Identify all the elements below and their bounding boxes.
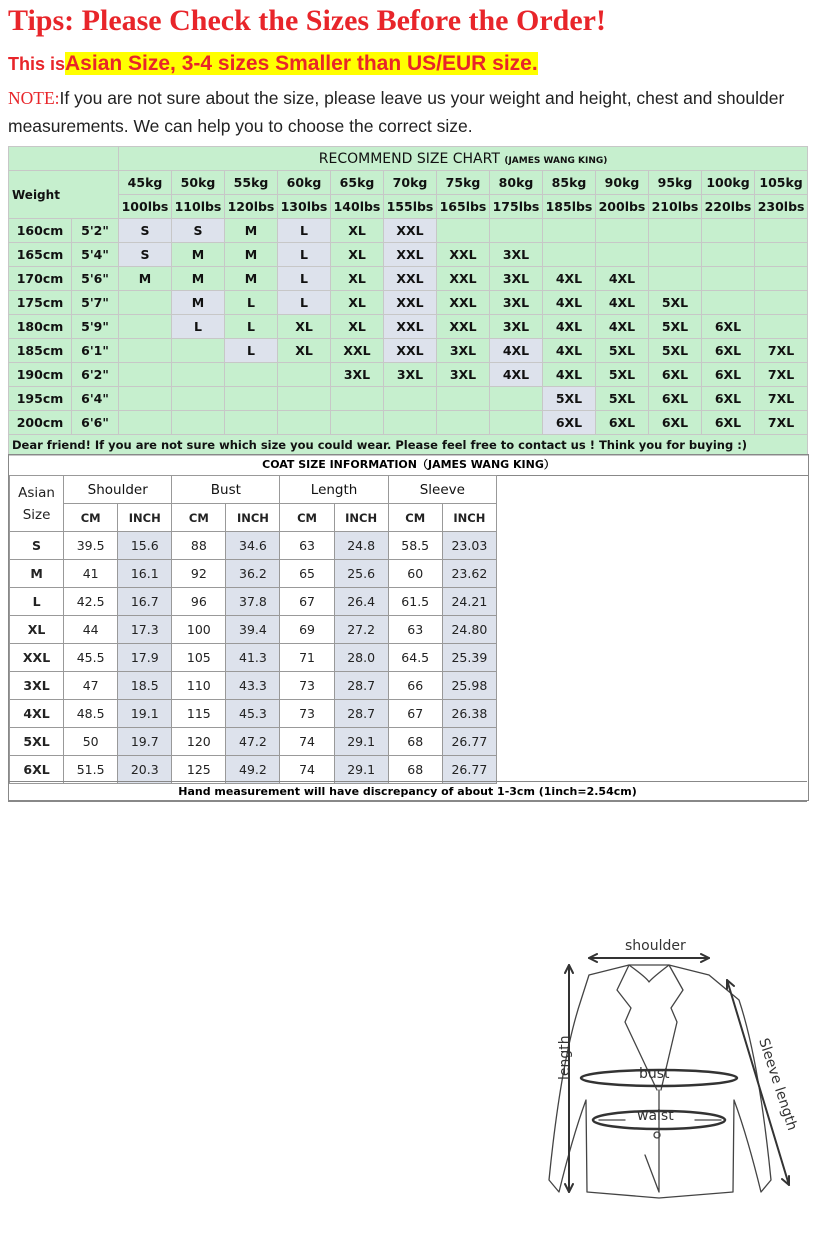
measure-value: 44 <box>64 616 118 644</box>
height-row <box>9 219 808 243</box>
size-cell <box>596 219 649 243</box>
height-cm: 195cm <box>9 387 72 411</box>
size-cell: 4XL <box>596 291 649 315</box>
size-cell: 5XL <box>543 387 596 411</box>
height-cm: 165cm <box>9 243 72 267</box>
size-cell <box>119 339 172 363</box>
measure-value: 73 <box>280 672 334 700</box>
measure-value: 45.3 <box>226 700 280 728</box>
measure-value: 68 <box>388 756 442 784</box>
weight-lbs-header: 140lbs <box>331 195 384 219</box>
note-text: If you are not sure about the size, please leave us your weight and height, chest and shoulder measurements. We can help you to choose the correct size. <box>8 88 785 136</box>
size-cell: 6XL <box>702 387 755 411</box>
tips-title: Tips: Please Check the Sizes Before the Order! <box>8 4 606 37</box>
size-cell: S <box>119 243 172 267</box>
size-cell: S <box>172 219 225 243</box>
size-cell <box>543 219 596 243</box>
size-cell <box>119 363 172 387</box>
sleeve-length-label: Sleeve length <box>755 1036 801 1133</box>
size-cell: L <box>278 267 331 291</box>
size-cell <box>172 363 225 387</box>
size-cell <box>225 387 278 411</box>
size-cell: 6XL <box>596 411 649 435</box>
measure-value: 96 <box>172 588 226 616</box>
size-cell: L <box>225 315 278 339</box>
size-cell: XL <box>331 267 384 291</box>
size-cell <box>543 243 596 267</box>
weight-kg-header: 45kg <box>119 171 172 195</box>
height-cm: 190cm <box>9 363 72 387</box>
size-name: 6XL <box>10 756 64 784</box>
size-name: XL <box>10 616 64 644</box>
size-cell: XL <box>331 315 384 339</box>
size-cell: XXL <box>437 243 490 267</box>
size-cell: XL <box>278 315 331 339</box>
measure-value: 63 <box>388 616 442 644</box>
size-cell: M <box>225 219 278 243</box>
note-lead: NOTE: <box>8 88 60 108</box>
size-cell: XXL <box>384 219 437 243</box>
coat-size-row <box>10 700 497 728</box>
measure-value: 43.3 <box>226 672 280 700</box>
measure-value: 42.5 <box>64 588 118 616</box>
height-cm: 185cm <box>9 339 72 363</box>
size-cell <box>119 315 172 339</box>
measure-value: 110 <box>172 672 226 700</box>
unit-header: CM <box>280 504 334 532</box>
weight-lbs-header: 100lbs <box>119 195 172 219</box>
measure-value: 25.39 <box>442 644 496 672</box>
size-cell: 7XL <box>755 387 808 411</box>
measure-value: 71 <box>280 644 334 672</box>
weight-lbs-header: 165lbs <box>437 195 490 219</box>
asian-size-header <box>10 476 64 532</box>
measure-value: 41 <box>64 560 118 588</box>
size-cell: 4XL <box>543 339 596 363</box>
measure-value: 34.6 <box>226 532 280 560</box>
size-cell <box>649 267 702 291</box>
size-cell <box>119 291 172 315</box>
size-cell: M <box>225 267 278 291</box>
size-cell <box>278 411 331 435</box>
asian-size-line <box>8 52 538 76</box>
unit-header: CM <box>64 504 118 532</box>
size-cell: 3XL <box>331 363 384 387</box>
measure-value: 68 <box>388 728 442 756</box>
measure-value: 66 <box>388 672 442 700</box>
this-is-label: This is <box>8 54 66 74</box>
size-cell: 4XL <box>543 315 596 339</box>
measure-value: 74 <box>280 756 334 784</box>
coat-size-row <box>10 616 497 644</box>
size-name: L <box>10 588 64 616</box>
height-ft: 5'9" <box>72 315 119 339</box>
size-cell: 3XL <box>384 363 437 387</box>
measure-value: 19.7 <box>118 728 172 756</box>
shoulder-label: shoulder <box>625 938 686 954</box>
measure-value: 23.62 <box>442 560 496 588</box>
weight-lbs-header: 210lbs <box>649 195 702 219</box>
size-cell <box>755 219 808 243</box>
size-cell <box>596 243 649 267</box>
weight-lbs-header: 110lbs <box>172 195 225 219</box>
size-cell: M <box>119 267 172 291</box>
weight-kg-header: 70kg <box>384 171 437 195</box>
size-cell: M <box>172 267 225 291</box>
size-cell: 3XL <box>490 243 543 267</box>
size-name: S <box>10 532 64 560</box>
size-cell: 3XL <box>437 363 490 387</box>
size-cell <box>755 267 808 291</box>
height-cm: 180cm <box>9 315 72 339</box>
weight-lbs-header: 155lbs <box>384 195 437 219</box>
size-cell: 3XL <box>437 339 490 363</box>
measure-value: 20.3 <box>118 756 172 784</box>
height-ft: 6'1" <box>72 339 119 363</box>
measurement-footer: Hand measurement will have discrepancy of about 1-3cm (1inch=2.54cm) <box>8 781 807 802</box>
measure-value: 19.1 <box>118 700 172 728</box>
height-row <box>9 387 808 411</box>
weight-kg-header: 80kg <box>490 171 543 195</box>
height-ft: 5'4" <box>72 243 119 267</box>
measure-value: 65 <box>280 560 334 588</box>
weight-kg-header: 95kg <box>649 171 702 195</box>
measure-value: 105 <box>172 644 226 672</box>
note-paragraph <box>8 84 813 140</box>
size-name: 3XL <box>10 672 64 700</box>
size-cell: 4XL <box>490 363 543 387</box>
size-cell: 6XL <box>702 411 755 435</box>
size-cell: XXL <box>384 243 437 267</box>
size-cell <box>437 411 490 435</box>
weight-lbs-header: 230lbs <box>755 195 808 219</box>
size-cell: 3XL <box>490 267 543 291</box>
size-cell: 4XL <box>490 339 543 363</box>
weight-kg-header: 60kg <box>278 171 331 195</box>
size-cell: XXL <box>437 267 490 291</box>
size-cell: XXL <box>384 291 437 315</box>
size-cell <box>172 411 225 435</box>
size-cell <box>755 315 808 339</box>
size-label: Size <box>22 506 51 523</box>
measure-value: 18.5 <box>118 672 172 700</box>
height-row <box>9 291 808 315</box>
measure-value: 120 <box>172 728 226 756</box>
coat-size-row <box>10 644 497 672</box>
measure-value: 29.1 <box>334 756 388 784</box>
size-cell <box>172 387 225 411</box>
size-cell: XXL <box>384 315 437 339</box>
height-ft: 5'2" <box>72 219 119 243</box>
height-cm: 200cm <box>9 411 72 435</box>
measure-value: 49.2 <box>226 756 280 784</box>
asian-label: Asian <box>18 484 55 501</box>
measure-value: 74 <box>280 728 334 756</box>
measure-value: 67 <box>388 700 442 728</box>
measure-group-header: Length <box>280 476 388 504</box>
size-cell <box>384 387 437 411</box>
size-cell <box>490 219 543 243</box>
height-row <box>9 267 808 291</box>
weight-lbs-header: 220lbs <box>702 195 755 219</box>
bust-label: bust <box>639 1066 670 1082</box>
size-cell: 4XL <box>596 315 649 339</box>
length-label: length <box>557 1035 573 1080</box>
weight-kg-header: 85kg <box>543 171 596 195</box>
size-cell <box>331 411 384 435</box>
size-cell <box>755 291 808 315</box>
weight-lbs-header: 130lbs <box>278 195 331 219</box>
jacket-diagram <box>509 930 814 1235</box>
coat-size-row <box>10 672 497 700</box>
size-cell: 6XL <box>702 315 755 339</box>
coat-size-row <box>10 588 497 616</box>
weight-label: Weight <box>9 171 119 219</box>
measure-value: 39.4 <box>226 616 280 644</box>
measure-value: 26.4 <box>334 588 388 616</box>
size-cell: M <box>172 243 225 267</box>
weight-lbs-header: 175lbs <box>490 195 543 219</box>
size-cell <box>649 219 702 243</box>
size-cell: XXL <box>384 339 437 363</box>
size-cell: 5XL <box>596 363 649 387</box>
measure-value: 51.5 <box>64 756 118 784</box>
size-cell: XL <box>331 219 384 243</box>
measure-value: 24.21 <box>442 588 496 616</box>
measure-value: 61.5 <box>388 588 442 616</box>
coat-title: COAT SIZE INFORMATION（JAMES WANG KING） <box>9 455 808 476</box>
measure-value: 23.03 <box>442 532 496 560</box>
size-cell: M <box>225 243 278 267</box>
measure-value: 16.7 <box>118 588 172 616</box>
measure-value: 47.2 <box>226 728 280 756</box>
measure-value: 64.5 <box>388 644 442 672</box>
measure-value: 125 <box>172 756 226 784</box>
size-name: 5XL <box>10 728 64 756</box>
measure-value: 24.8 <box>334 532 388 560</box>
size-cell <box>225 363 278 387</box>
size-name: 4XL <box>10 700 64 728</box>
weight-kg-header: 50kg <box>172 171 225 195</box>
size-cell: XL <box>331 291 384 315</box>
measure-value: 47 <box>64 672 118 700</box>
coat-size-table <box>9 475 497 784</box>
measure-value: 63 <box>280 532 334 560</box>
coat-size-row <box>10 560 497 588</box>
size-cell: L <box>278 219 331 243</box>
size-cell: XXL <box>437 291 490 315</box>
recommend-size-chart <box>8 146 808 456</box>
measure-value: 67 <box>280 588 334 616</box>
size-cell <box>437 219 490 243</box>
size-cell <box>702 291 755 315</box>
height-row <box>9 243 808 267</box>
size-cell: 3XL <box>490 315 543 339</box>
measure-value: 15.6 <box>118 532 172 560</box>
size-cell <box>702 243 755 267</box>
size-cell: 6XL <box>702 363 755 387</box>
size-cell: 5XL <box>596 339 649 363</box>
size-cell: 5XL <box>649 291 702 315</box>
measure-group-header: Bust <box>172 476 280 504</box>
height-ft: 6'4" <box>72 387 119 411</box>
measure-value: 24.80 <box>442 616 496 644</box>
size-cell: L <box>278 291 331 315</box>
size-cell: 6XL <box>649 411 702 435</box>
measure-value: 69 <box>280 616 334 644</box>
size-cell: 5XL <box>649 339 702 363</box>
measure-value: 115 <box>172 700 226 728</box>
size-cell <box>119 387 172 411</box>
size-cell <box>437 387 490 411</box>
measure-value: 45.5 <box>64 644 118 672</box>
measure-value: 92 <box>172 560 226 588</box>
weight-lbs-header: 120lbs <box>225 195 278 219</box>
size-cell <box>331 387 384 411</box>
measure-value: 36.2 <box>226 560 280 588</box>
size-cell: 7XL <box>755 363 808 387</box>
height-ft: 5'7" <box>72 291 119 315</box>
measure-value: 60 <box>388 560 442 588</box>
recommend-title: RECOMMEND SIZE CHART (JAMES WANG KING) <box>119 147 808 171</box>
unit-header: INCH <box>118 504 172 532</box>
size-cell <box>490 387 543 411</box>
size-cell <box>225 411 278 435</box>
measure-value: 73 <box>280 700 334 728</box>
height-ft: 5'6" <box>72 267 119 291</box>
measure-value: 28.7 <box>334 672 388 700</box>
asian-size-highlight: Asian Size, 3-4 sizes Smaller than US/EUR size. <box>65 52 538 75</box>
measure-value: 37.8 <box>226 588 280 616</box>
measure-value: 25.6 <box>334 560 388 588</box>
size-cell: M <box>172 291 225 315</box>
measure-value: 17.9 <box>118 644 172 672</box>
size-cell: L <box>225 339 278 363</box>
weight-lbs-header: 185lbs <box>543 195 596 219</box>
size-cell: 6XL <box>543 411 596 435</box>
size-cell: XL <box>278 339 331 363</box>
size-cell: XXL <box>437 315 490 339</box>
size-cell: 6XL <box>702 339 755 363</box>
size-cell <box>278 363 331 387</box>
height-cm: 170cm <box>9 267 72 291</box>
measure-value: 28.7 <box>334 700 388 728</box>
waist-label: waist <box>637 1108 674 1124</box>
size-cell: 4XL <box>543 267 596 291</box>
unit-header: INCH <box>226 504 280 532</box>
height-row <box>9 339 808 363</box>
size-cell <box>119 411 172 435</box>
size-cell: 5XL <box>596 387 649 411</box>
size-cell <box>649 243 702 267</box>
measure-value: 25.98 <box>442 672 496 700</box>
size-cell <box>278 387 331 411</box>
height-cm: 175cm <box>9 291 72 315</box>
size-cell <box>702 267 755 291</box>
height-ft: 6'6" <box>72 411 119 435</box>
weight-kg-header: 105kg <box>755 171 808 195</box>
weight-kg-header: 65kg <box>331 171 384 195</box>
unit-header: INCH <box>442 504 496 532</box>
measure-value: 26.38 <box>442 700 496 728</box>
measure-value: 28.0 <box>334 644 388 672</box>
height-row <box>9 411 808 435</box>
recommend-note: Dear friend! If you are not sure which size you could wear. Please feel free to contact us ! Think you for buying :) <box>9 435 808 456</box>
size-cell: XL <box>331 243 384 267</box>
measure-value: 48.5 <box>64 700 118 728</box>
height-cm: 160cm <box>9 219 72 243</box>
size-cell: 4XL <box>543 363 596 387</box>
size-cell: 7XL <box>755 339 808 363</box>
measure-value: 26.77 <box>442 756 496 784</box>
height-row <box>9 363 808 387</box>
measure-value: 26.77 <box>442 728 496 756</box>
measure-value: 50 <box>64 728 118 756</box>
unit-header: INCH <box>334 504 388 532</box>
weight-kg-header: 75kg <box>437 171 490 195</box>
coat-size-row <box>10 728 497 756</box>
size-cell: 5XL <box>649 315 702 339</box>
measure-group-header: Shoulder <box>64 476 172 504</box>
weight-kg-header: 100kg <box>702 171 755 195</box>
size-cell <box>490 411 543 435</box>
size-cell: 3XL <box>490 291 543 315</box>
size-cell: L <box>278 243 331 267</box>
coat-size-row <box>10 532 497 560</box>
measure-value: 100 <box>172 616 226 644</box>
size-cell <box>702 219 755 243</box>
size-cell: 4XL <box>596 267 649 291</box>
unit-header: CM <box>172 504 226 532</box>
measure-value: 29.1 <box>334 728 388 756</box>
size-cell: 6XL <box>649 387 702 411</box>
size-cell: S <box>119 219 172 243</box>
unit-header: CM <box>388 504 442 532</box>
height-row <box>9 315 808 339</box>
weight-kg-header: 90kg <box>596 171 649 195</box>
size-cell: 4XL <box>543 291 596 315</box>
coat-size-row <box>10 756 497 784</box>
measure-value: 41.3 <box>226 644 280 672</box>
size-cell: 7XL <box>755 411 808 435</box>
size-cell: XXL <box>331 339 384 363</box>
measure-value: 16.1 <box>118 560 172 588</box>
measure-value: 39.5 <box>64 532 118 560</box>
measure-group-header: Sleeve <box>388 476 496 504</box>
size-cell: XXL <box>384 267 437 291</box>
height-ft: 6'2" <box>72 363 119 387</box>
size-cell <box>755 243 808 267</box>
size-cell: L <box>172 315 225 339</box>
weight-kg-header: 55kg <box>225 171 278 195</box>
measure-value: 88 <box>172 532 226 560</box>
size-name: XXL <box>10 644 64 672</box>
size-cell <box>172 339 225 363</box>
measure-value: 27.2 <box>334 616 388 644</box>
measure-value: 58.5 <box>388 532 442 560</box>
size-cell <box>384 411 437 435</box>
size-cell: L <box>225 291 278 315</box>
coat-size-information <box>8 454 809 1133</box>
size-cell: 6XL <box>649 363 702 387</box>
measure-value: 17.3 <box>118 616 172 644</box>
size-name: M <box>10 560 64 588</box>
weight-lbs-header: 200lbs <box>596 195 649 219</box>
